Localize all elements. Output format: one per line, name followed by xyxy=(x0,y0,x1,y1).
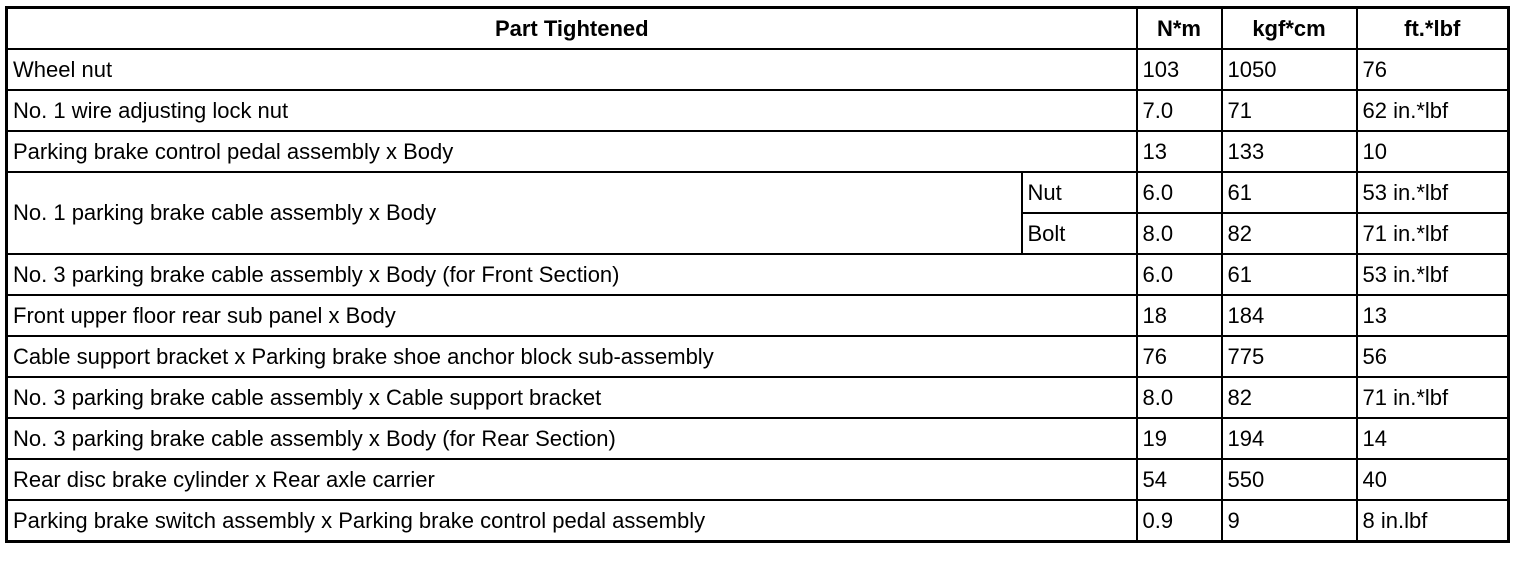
ftlbf-cell: 13 xyxy=(1357,295,1509,336)
table-row xyxy=(7,336,1509,377)
table-row xyxy=(7,131,1509,172)
header-row xyxy=(7,8,1509,50)
kgfcm-cell: 1050 xyxy=(1222,49,1357,90)
table-row xyxy=(7,500,1509,542)
kgfcm-cell: 9 xyxy=(1222,500,1357,542)
header-nm: N*m xyxy=(1137,8,1222,50)
kgfcm-cell: 775 xyxy=(1222,336,1357,377)
part-cell: No. 3 parking brake cable assembly x Cable support bracket xyxy=(7,377,1137,418)
table-row xyxy=(7,418,1509,459)
kgfcm-cell: 61 xyxy=(1222,254,1357,295)
ftlbf-cell: 40 xyxy=(1357,459,1509,500)
table-row xyxy=(7,49,1509,90)
part-cell: Parking brake switch assembly x Parking brake control pedal assembly xyxy=(7,500,1137,542)
nm-cell: 18 xyxy=(1137,295,1222,336)
part-cell: Cable support bracket x Parking brake shoe anchor block sub-assembly xyxy=(7,336,1137,377)
kgfcm-cell: 71 xyxy=(1222,90,1357,131)
ftlbf-cell: 14 xyxy=(1357,418,1509,459)
nm-cell: 8.0 xyxy=(1137,213,1222,254)
ftlbf-cell: 10 xyxy=(1357,131,1509,172)
table-row xyxy=(7,254,1509,295)
part-cell: Rear disc brake cylinder x Rear axle carrier xyxy=(7,459,1137,500)
nm-cell: 13 xyxy=(1137,131,1222,172)
part-cell: No. 1 parking brake cable assembly x Body xyxy=(7,172,1022,254)
ftlbf-cell: 76 xyxy=(1357,49,1509,90)
fastener-type-cell: Bolt xyxy=(1022,213,1137,254)
torque-spec-table xyxy=(5,6,1510,543)
kgfcm-cell: 550 xyxy=(1222,459,1357,500)
header-kgfcm: kgf*cm xyxy=(1222,8,1357,50)
header-part-tightened: Part Tightened xyxy=(7,8,1137,50)
nm-cell: 6.0 xyxy=(1137,172,1222,213)
nm-cell: 54 xyxy=(1137,459,1222,500)
nm-cell: 0.9 xyxy=(1137,500,1222,542)
table-row xyxy=(7,295,1509,336)
ftlbf-cell: 56 xyxy=(1357,336,1509,377)
kgfcm-cell: 61 xyxy=(1222,172,1357,213)
kgfcm-cell: 194 xyxy=(1222,418,1357,459)
nm-cell: 103 xyxy=(1137,49,1222,90)
part-cell: No. 1 wire adjusting lock nut xyxy=(7,90,1137,131)
nm-cell: 19 xyxy=(1137,418,1222,459)
part-cell: Front upper floor rear sub panel x Body xyxy=(7,295,1137,336)
ftlbf-cell: 8 in.lbf xyxy=(1357,500,1509,542)
part-cell: No. 3 parking brake cable assembly x Body (for Front Section) xyxy=(7,254,1137,295)
fastener-type-cell: Nut xyxy=(1022,172,1137,213)
part-cell: Parking brake control pedal assembly x Body xyxy=(7,131,1137,172)
part-cell: No. 3 parking brake cable assembly x Body (for Rear Section) xyxy=(7,418,1137,459)
table-row xyxy=(7,90,1509,131)
table-row xyxy=(7,459,1509,500)
ftlbf-cell: 53 in.*lbf xyxy=(1357,254,1509,295)
nm-cell: 8.0 xyxy=(1137,377,1222,418)
ftlbf-cell: 62 in.*lbf xyxy=(1357,90,1509,131)
nm-cell: 6.0 xyxy=(1137,254,1222,295)
ftlbf-cell: 71 in.*lbf xyxy=(1357,377,1509,418)
ftlbf-cell: 53 in.*lbf xyxy=(1357,172,1509,213)
table-row xyxy=(7,377,1509,418)
nm-cell: 7.0 xyxy=(1137,90,1222,131)
header-ftlbf: ft.*lbf xyxy=(1357,8,1509,50)
kgfcm-cell: 82 xyxy=(1222,213,1357,254)
table-row xyxy=(7,172,1509,213)
ftlbf-cell: 71 in.*lbf xyxy=(1357,213,1509,254)
kgfcm-cell: 82 xyxy=(1222,377,1357,418)
part-cell: Wheel nut xyxy=(7,49,1137,90)
kgfcm-cell: 133 xyxy=(1222,131,1357,172)
nm-cell: 76 xyxy=(1137,336,1222,377)
kgfcm-cell: 184 xyxy=(1222,295,1357,336)
